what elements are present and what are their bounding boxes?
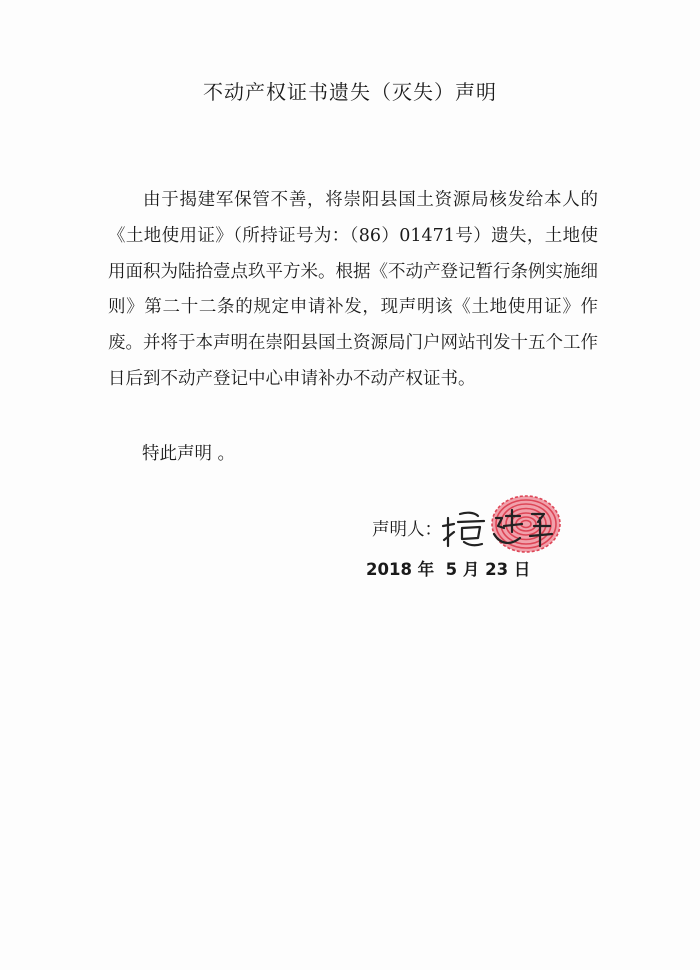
fingerprint-seal-icon [492, 496, 560, 552]
declaration-paragraph: 由于揭建军保管不善，将崇阳县国土资源局核发给本人的《土地使用证》（所持证号为：（86）01471号）遗失，土地使用面积为陆拾壹点玖平方米。根据《不动产登记暂行条例实施细则》第二十二条的规定申请补发，现声明该《土地使用证》作废。并将于本声明在崇阳县国土资源局门户网站刊发十五个工作日后到不动产登记中心申请补办不动产权证书。 [108, 190, 598, 389]
declaration-date: 2018 年 5 月 23 日 [366, 560, 531, 579]
declarant-label: 声明人： [372, 520, 442, 540]
closing-statement: 特此声明 。 [142, 444, 236, 464]
document-title: 不动产权证书遗失（灭失）声明 [203, 80, 497, 104]
